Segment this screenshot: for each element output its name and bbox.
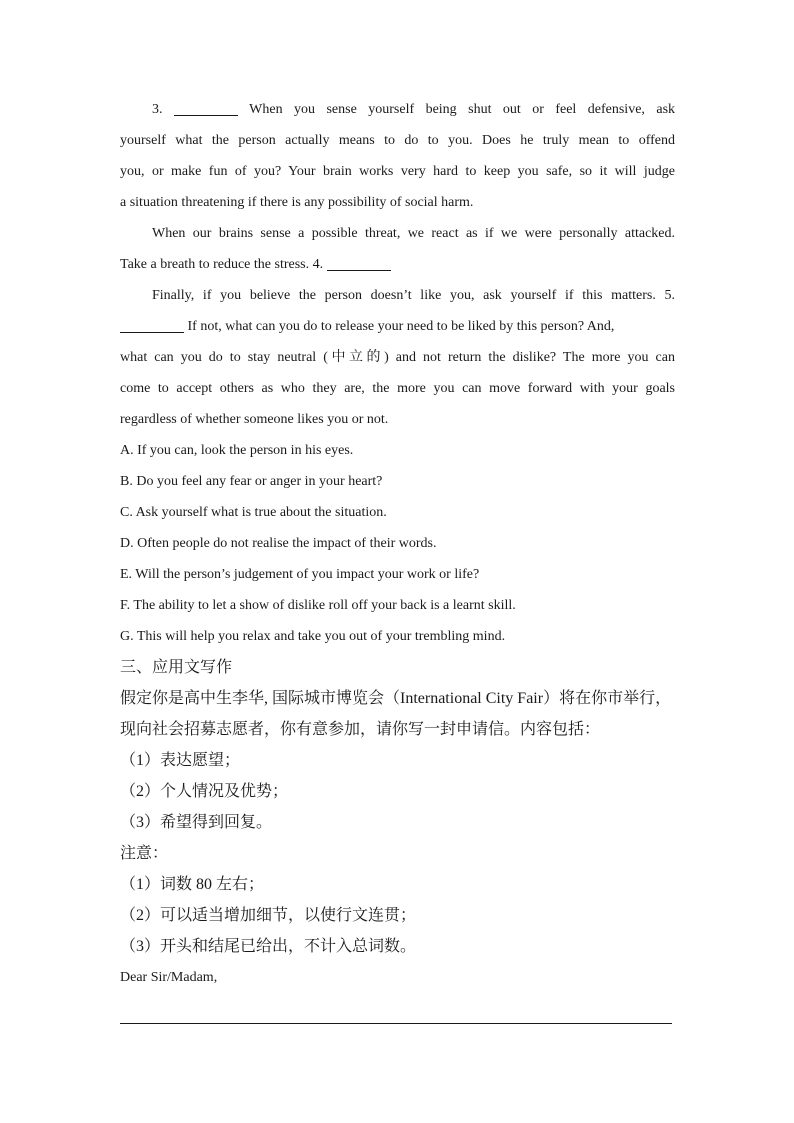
content-item-3: （3）希望得到回复。 <box>120 814 273 831</box>
paragraph-3-line-3: you, or make fun of you? Your brain works very hard to keep you safe, so it will judge <box>120 164 675 179</box>
note-1: （1）词数 80 左右； <box>120 876 265 893</box>
answer-blank-3[interactable] <box>174 101 238 116</box>
writing-line[interactable] <box>120 1023 672 1024</box>
paragraph-4-line-1: When our brains sense a possible threat, we react as if we were personally attacked. <box>152 226 675 241</box>
paragraph-text: When you sense yourself being shut out or feel defensive, ask <box>249 102 676 117</box>
paragraph-3-line-4: a situation threatening if there is any possibility of social harm. <box>120 195 474 210</box>
paragraph-5-line-2 <box>120 311 675 342</box>
content-item-1: （1）表达愿望； <box>120 752 241 769</box>
paragraph-5-line-1: Finally, if you believe the person doesn’t like you, ask yourself if this matters. 5. <box>152 288 675 303</box>
option-d: D. Often people do not realise the impact of their words. <box>120 536 437 551</box>
answer-blank-5[interactable] <box>120 318 184 333</box>
paragraph-3-line-1 <box>120 94 675 125</box>
question-number-3: 3. <box>152 102 163 117</box>
section-heading: 三、应用文写作 <box>120 659 233 676</box>
note-2: （2）可以适当增加细节，以使行文连贯； <box>120 907 417 924</box>
prompt-line-1: 假定你是高中生李华, 国际城市博览会（International City Fair）将在你市举行， <box>120 690 672 707</box>
option-a: A. If you can, look the person in his eyes. <box>120 443 354 458</box>
option-f: F. The ability to let a show of dislike roll off your back is a learnt skill. <box>120 598 516 613</box>
document-page <box>120 94 675 993</box>
paragraph-5-line-3: what can you do to stay neutral (中立的) and not return the dislike? The more you can <box>120 350 675 365</box>
option-e: E. Will the person’s judgement of you impact your work or life? <box>120 567 480 582</box>
paragraph-4-line-2 <box>120 249 675 280</box>
salutation: Dear Sir/Madam, <box>120 970 218 985</box>
paragraph-text: Take a breath to reduce the stress. 4. <box>120 257 324 272</box>
prompt-line-2: 现向社会招募志愿者，你有意参加，请你写一封申请信。内容包括： <box>120 721 601 738</box>
content-item-2: （2）个人情况及优势； <box>120 783 289 800</box>
option-b: B. Do you feel any fear or anger in your heart? <box>120 474 383 489</box>
paragraph-5-line-5: regardless of whether someone likes you or not. <box>120 412 389 427</box>
paragraph-5-line-4: come to accept others as who they are, the more you can move forward with your goals <box>120 381 675 396</box>
paragraph-text: If not, what can you do to release your need to be liked by this person? And, <box>187 319 615 334</box>
note-label: 注意： <box>120 845 169 862</box>
note-3: （3）开头和结尾已给出，不计入总词数。 <box>120 938 417 955</box>
paragraph-3-line-2: yourself what the person actually means to do to you. Does he truly mean to offend <box>120 133 675 148</box>
answer-blank-4[interactable] <box>327 256 391 271</box>
option-c: C. Ask yourself what is true about the situation. <box>120 505 387 520</box>
option-g: G. This will help you relax and take you out of your trembling mind. <box>120 629 506 644</box>
